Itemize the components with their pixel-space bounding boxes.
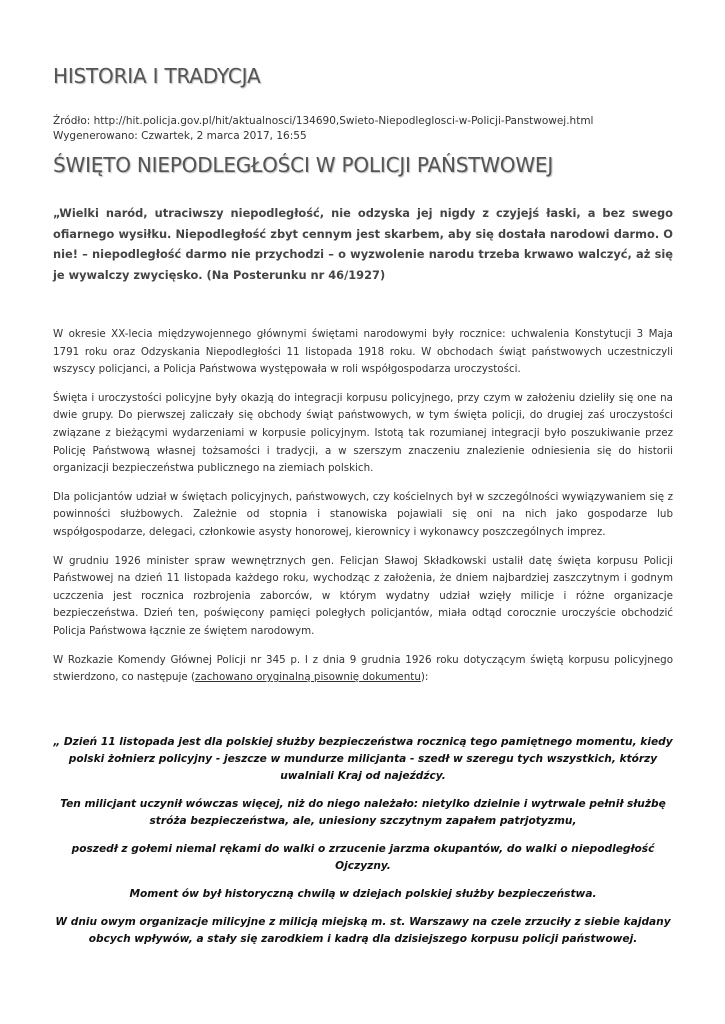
quote-paragraph: poszedł z gołemi niemal rękami do walki o zrzucenie jarzma okupantów, do walki o niepodległość Ojczyzny.	[71, 843, 655, 872]
quote-paragraph: „ Dzień 11 listopada jest dla polskiej służby bezpieczeństwa rocznicą tego pamiętnego momentu, kiedy polski żołnierz policyjny - jeszcze w mundurze milicjanta - szedł w szeregu tych wszystkich, którzy uwalniali Kraj od najeźdźcy.	[53, 736, 673, 782]
article-body	[53, 326, 673, 698]
quote-paragraph: W dniu owym organizacje milicyjne z milicją miejską m. st. Warszawy na czele zrzuciły z siebie kajdany obcych wpływów, a stały się zarodkiem i kadrą dla dzisiejszego korpusu policji państwowej.	[55, 916, 671, 945]
paragraph-text-before-link: W Rozkazie Komendy Głównej Policji nr 345 p. I z dnia 9 grudnia 1926 roku dotyczącym świętą korpusu policyjnego stwierdzono, co następuje (	[53, 653, 673, 684]
body-paragraph-with-link	[53, 652, 673, 687]
quote-paragraph: Moment ów był historyczną chwilą w dziejach polskiej służby bezpieczeństwa.	[129, 888, 597, 900]
article-title: ŚWIĘTO NIEPODLEGŁOŚCI W POLICJI PAŃSTWOWEJ	[53, 153, 554, 177]
body-paragraph: Dla policjantów udział w świętach policyjnych, państwowych, czy kościelnych był w szczególności wywiązywaniem się z powinności służbowych. Zależnie od stopnia i stanowiska pojawiali się oni na nich jako gospodarze lub współgospodarze, delegaci, członkowie asysty honorowej, kierownicy i wykonawcy poszczególnych imprez.	[53, 490, 673, 538]
quote-paragraph: Ten milicjant uczynił wówczas więcej, niż do niego należało: nietylko dzielnie i wytrwale pełnił służbę stróża bezpieczeństwa, ale, uniesiony szczytnym zapałem patrjotyzmu,	[60, 798, 666, 827]
body-paragraph: W grudniu 1926 minister spraw wewnętrznych gen. Felicjan Sławoj Składkowski ustalił datę święta korpusu Policji Państwowej na dzień 11 listopada każdego roku, wychodząc z założenia, że dniem najbardziej zaszczytnym i godnym uczczenia jest rocznica rozbrojenia zaborców, w którym wydatny udział wzięły milicje i różne organizacje bezpieczeństwa. Dzień ten, poświęcony pamięci poległych policjantów, miała odtąd corocznie uroczyście obchodzić Policja Państwowa łącznie ze świętem narodowym.	[53, 554, 673, 637]
generated-line: Wygenerowano: Czwartek, 2 marca 2017, 16:55	[53, 129, 307, 142]
document-meta	[53, 114, 593, 143]
body-paragraph: Święta i uroczystości policyjne były okazją do integracji korpusu policyjnego, przy czym w założeniu dzieliły się one na dwie grupy. Do pierwszej zaliczały się obchody świąt państwowych, w tym święta policji, do drugiej zaś uroczystości związane z bieżącymi wydarzeniami w korpusie policyjnym. Istotą tak rozumianej integracji było poszukiwanie przez Policję Państwową własnej tożsamości i tradycji, a w szerszym znaczeniu znalezienie odniesienia się do historii organizacji bezpieczeństwa publicznego na ziemiach polskich.	[53, 391, 673, 475]
paragraph-text-after-link: ):	[420, 671, 429, 684]
body-paragraph: W okresie XX-lecia międzywojennego głównymi świętami narodowymi były rocznice: uchwalenia Konstytucji 3 Maja 1791 roku oraz Odzyskania Niepodległości 11 listopada 1918 roku. W obchodach świąt państwowych uczestniczyli wszyscy policjanci, a Policja Państwowa występowała w roli współgospodarza uroczystości.	[53, 328, 673, 376]
order-quote	[53, 734, 673, 959]
article-lead: „Wielki naród, utraciwszy niepodległość, nie odzyska jej nigdy z czyjejś łaski, a bez swego ofiarnego wysiłku. Niepodległość zbyt cennym jest skarbem, aby się dostała narodowi darmo. O nie! – niepodległość darmo nie przychodzi – o wyzwolenie narodu trzeba krwawo walczyć, aż się je wywalczy zwycięsko. (Na Posterunku nr 46/1927)	[53, 206, 673, 282]
original-spelling-link[interactable]: zachowano oryginalną pisownię dokumentu	[195, 671, 421, 684]
section-title: HISTORIA I TRADYCJA	[53, 64, 261, 88]
source-line: Źródło: http://hit.policja.gov.pl/hit/aktualnosci/134690,Swieto-Niepodleglosci-w-Policji-Panstwowej.html	[53, 115, 594, 127]
